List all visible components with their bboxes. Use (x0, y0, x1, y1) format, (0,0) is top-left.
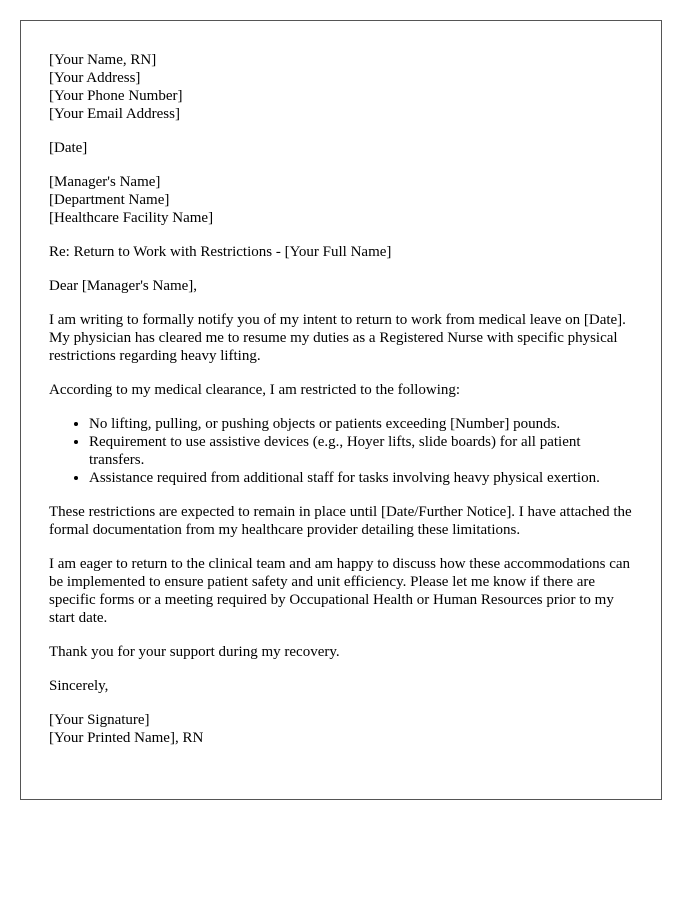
letter-date: [Date] (49, 140, 88, 156)
letter-page (20, 20, 662, 800)
thanks-paragraph: Thank you for your support during my recovery. (49, 644, 340, 660)
restrictions-list (49, 415, 633, 487)
salutation: Dear [Manager's Name], (49, 278, 198, 294)
sender-phone: [Your Phone Number] (49, 88, 183, 104)
recipient-facility: [Healthcare Facility Name] (49, 210, 214, 226)
closing: Sincerely, (49, 678, 109, 694)
list-item: • No lifting, pulling, or pushing objects or patients exceeding [Number] pounds. (89, 415, 633, 433)
list-item: • Assistance required from additional staff for tasks involving heavy physical exertion. (89, 469, 633, 487)
list-item: • Requirement to use assistive devices (e.g., Hoyer lifts, slide boards) for all patient transfers. (89, 433, 633, 469)
sender-block (49, 51, 633, 123)
signature-block (49, 711, 633, 747)
signature-line: [Your Signature] (49, 712, 150, 728)
intro-paragraph: I am writing to formally notify you of my intent to return to work from medical leave on [Date]. My physician has cleared me to resume my duties as a Registered Nurse with specific physical restrictions regarding heavy lifting. (49, 312, 626, 364)
sender-name: [Your Name, RN] (49, 52, 157, 68)
restrictions-lead-paragraph: According to my medical clearance, I am restricted to the following: (49, 382, 461, 398)
sender-address: [Your Address] (49, 70, 141, 86)
sender-email: [Your Email Address] (49, 106, 180, 122)
recipient-name: [Manager's Name] (49, 174, 161, 190)
eager-paragraph: I am eager to return to the clinical team and am happy to discuss how these accommodations can be implemented to ensure patient safety and unit efficiency. Please let me know if there are specific forms or a meeting required by Occupational Health or Human Resources prior to my start date. (49, 556, 631, 626)
recipient-department: [Department Name] (49, 192, 170, 208)
recipient-block (49, 173, 633, 227)
duration-paragraph: These restrictions are expected to remain in place until [Date/Further Notice]. I have attached the formal documentation from my healthcare provider detailing these limitations. (49, 504, 632, 538)
subject-line: Re: Return to Work with Restrictions - [Your Full Name] (49, 244, 392, 260)
printed-name: [Your Printed Name], RN (49, 730, 204, 746)
